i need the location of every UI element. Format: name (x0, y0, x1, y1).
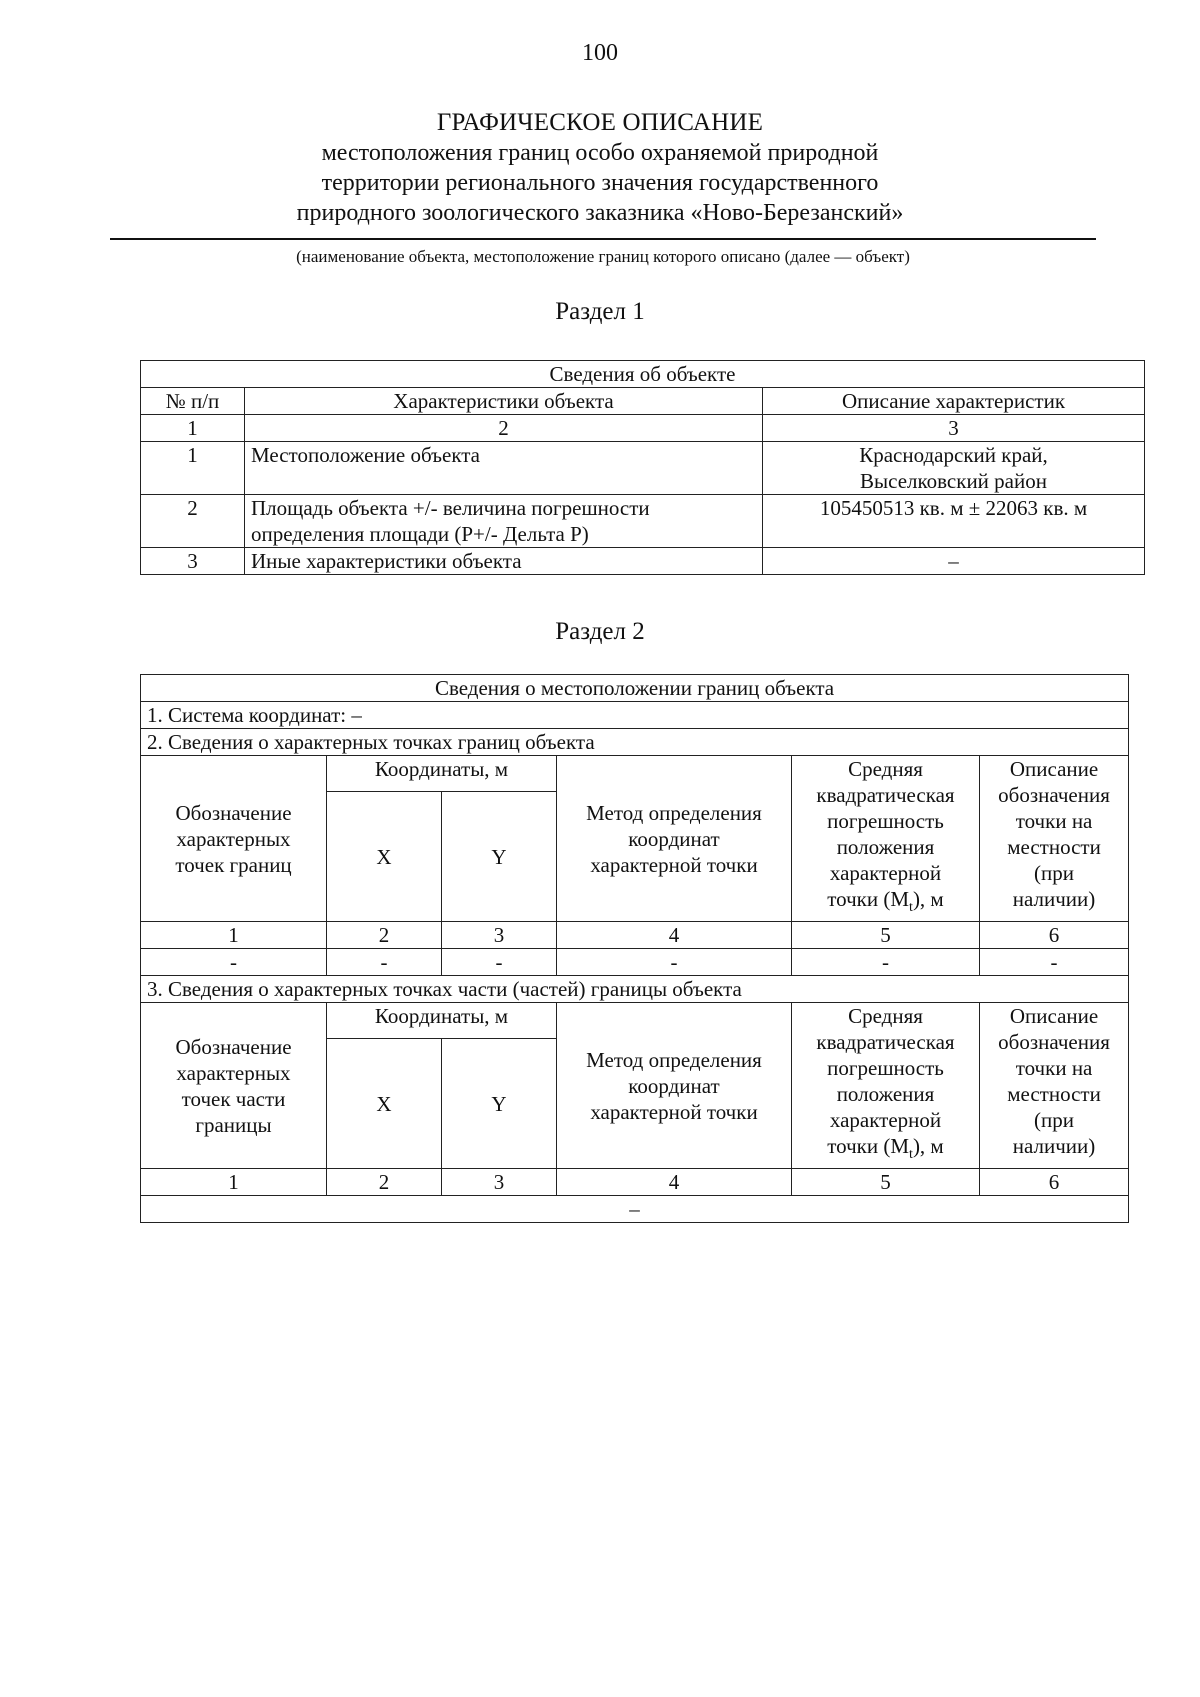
page-number: 100 (582, 40, 618, 66)
header-method (557, 756, 792, 922)
col-number: 3 (763, 415, 1145, 442)
header-line: характерных (176, 1060, 291, 1085)
col-number: 1 (141, 415, 245, 442)
row-name: Иные характеристики объекта (245, 548, 763, 575)
row-value-line: Выселковский район (860, 469, 1047, 493)
row-name (245, 495, 763, 548)
header-line: Средняя (848, 1004, 923, 1029)
col-number: 6 (980, 1169, 1129, 1196)
document-title (110, 108, 1090, 228)
title-line-3: природного зоологического заказника «Ново-Березанский» (296, 200, 904, 226)
points-title: 2. Сведения о характерных точках границ объекта (141, 729, 1129, 756)
header-error (792, 756, 980, 922)
header-line: характерных (176, 826, 291, 851)
table-caption-row (141, 675, 1129, 702)
header-line: точки на (1015, 809, 1093, 833)
header-line: характерной (829, 861, 942, 885)
header-coordinates: Координаты, м (327, 1003, 557, 1039)
col-number: 5 (792, 1169, 980, 1196)
boundary-location-table (140, 674, 1129, 1223)
header-line: квадратическая (816, 1030, 955, 1055)
header-line: погрешность (827, 1056, 944, 1081)
col-number: 6 (980, 922, 1129, 949)
header-y: Y (442, 1039, 557, 1169)
col-number: 3 (442, 1169, 557, 1196)
header-line: характерной точки (590, 852, 758, 877)
header-line: погрешность (827, 809, 944, 833)
title-line-1: местоположения границ особо охраняемой природной (321, 140, 879, 166)
col-number: 3 (442, 922, 557, 949)
table-row (141, 548, 1145, 575)
table-row (141, 949, 1129, 976)
section-1-title: Раздел 1 (555, 298, 645, 325)
col-number: 5 (792, 922, 980, 949)
title-underline (110, 238, 1096, 240)
header-line: (при (1034, 861, 1075, 885)
column-numbers-row (141, 1169, 1129, 1196)
table-header-row (141, 756, 1129, 792)
table-header-row (141, 388, 1145, 415)
row-name: Местоположение объекта (245, 442, 763, 495)
header-x: X (327, 792, 442, 922)
row-value (763, 442, 1145, 495)
data-cell: - (141, 949, 327, 976)
header-coordinates: Координаты, м (327, 756, 557, 792)
header-line: Обозначение (175, 800, 292, 825)
table-header-row (141, 1003, 1129, 1039)
data-cell: - (792, 949, 980, 976)
col-number: 2 (245, 415, 763, 442)
data-cell: - (557, 949, 792, 976)
header-line: Метод определения (586, 800, 762, 825)
coord-system-row (141, 702, 1129, 729)
header-line: координат (628, 826, 720, 851)
header-error (792, 1003, 980, 1169)
header-x: X (327, 1039, 442, 1169)
title-main: ГРАФИЧЕСКОЕ ОПИСАНИЕ (436, 109, 764, 136)
row-num: 2 (141, 495, 245, 548)
header-line: Метод определения (586, 1047, 762, 1072)
table-caption-row (141, 361, 1145, 388)
row-name-line: определения площади (Р+/- Дельта Р) (251, 522, 589, 546)
parts-title-row (141, 976, 1129, 1003)
header-line: Обозначение (175, 1034, 292, 1059)
column-numbers-row (141, 922, 1129, 949)
header-line: границы (195, 1112, 272, 1137)
header-line: Описание (1009, 757, 1099, 781)
header-line: точек границ (175, 852, 292, 877)
col-number: 4 (557, 922, 792, 949)
table-row (141, 495, 1145, 548)
data-cell: - (327, 949, 442, 976)
header-line: точек части (181, 1086, 286, 1111)
col-number: 2 (327, 922, 442, 949)
header-point-description (980, 756, 1129, 922)
col-number: 1 (141, 1169, 327, 1196)
header-line: характерной точки (590, 1099, 758, 1124)
header-line: координат (628, 1073, 720, 1098)
col-number: 1 (141, 922, 327, 949)
header-line: Средняя (848, 757, 923, 781)
header-line: характерной (829, 1108, 942, 1133)
header-line: точки на (1015, 1056, 1093, 1081)
header-line: точки $(M_t)$, м (827, 887, 944, 916)
header-description: Описание характеристик (763, 388, 1145, 415)
header-line: (при (1034, 1108, 1075, 1133)
header-designation (141, 756, 327, 922)
header-designation-parts (141, 1003, 327, 1169)
header-line: местности (1007, 1082, 1101, 1107)
header-line: положения (836, 835, 935, 859)
table-row (141, 442, 1145, 495)
header-method (557, 1003, 792, 1169)
header-line: наличии) (1012, 887, 1096, 911)
row-value: 105450513 кв. м ± 22063 кв. м (763, 495, 1145, 548)
parts-empty-cell: – (141, 1196, 1129, 1223)
header-characteristics: Характеристики объекта (245, 388, 763, 415)
title-note: (наименование объекта, местоположение границ которого описано (далее — объект) (296, 247, 910, 266)
row-name-line: Площадь объекта +/- величина погрешности (251, 496, 650, 520)
header-line: квадратическая (816, 783, 955, 807)
col-number: 2 (327, 1169, 442, 1196)
section-2-title: Раздел 2 (555, 618, 645, 645)
header-line: наличии) (1012, 1134, 1096, 1159)
header-line: местности (1007, 835, 1101, 859)
table-caption: Сведения о местоположении границ объекта (141, 675, 1129, 702)
header-y: Y (442, 792, 557, 922)
table-row (141, 1196, 1129, 1223)
header-line: обозначения (998, 783, 1110, 807)
points-title-row (141, 729, 1129, 756)
row-num: 1 (141, 442, 245, 495)
title-line-2: территории регионального значения государственного (321, 170, 879, 196)
column-numbers-row (141, 415, 1145, 442)
header-line: Описание (1009, 1004, 1099, 1029)
row-num: 3 (141, 548, 245, 575)
data-cell: - (442, 949, 557, 976)
header-line: положения (836, 1082, 935, 1107)
object-info-table (140, 360, 1145, 575)
header-num: № п/п (141, 388, 245, 415)
data-cell: - (980, 949, 1129, 976)
row-value-line: Краснодарский край, (859, 443, 1048, 467)
header-line: точки $(M_t)$, м (827, 1134, 944, 1163)
table-caption: Сведения об объекте (141, 361, 1145, 388)
header-line: обозначения (998, 1030, 1110, 1055)
coord-system: 1. Система координат: – (141, 702, 1129, 729)
row-value: – (763, 548, 1145, 575)
parts-title: 3. Сведения о характерных точках части (частей) границы объекта (141, 976, 1129, 1003)
header-point-description (980, 1003, 1129, 1169)
col-number: 4 (557, 1169, 792, 1196)
